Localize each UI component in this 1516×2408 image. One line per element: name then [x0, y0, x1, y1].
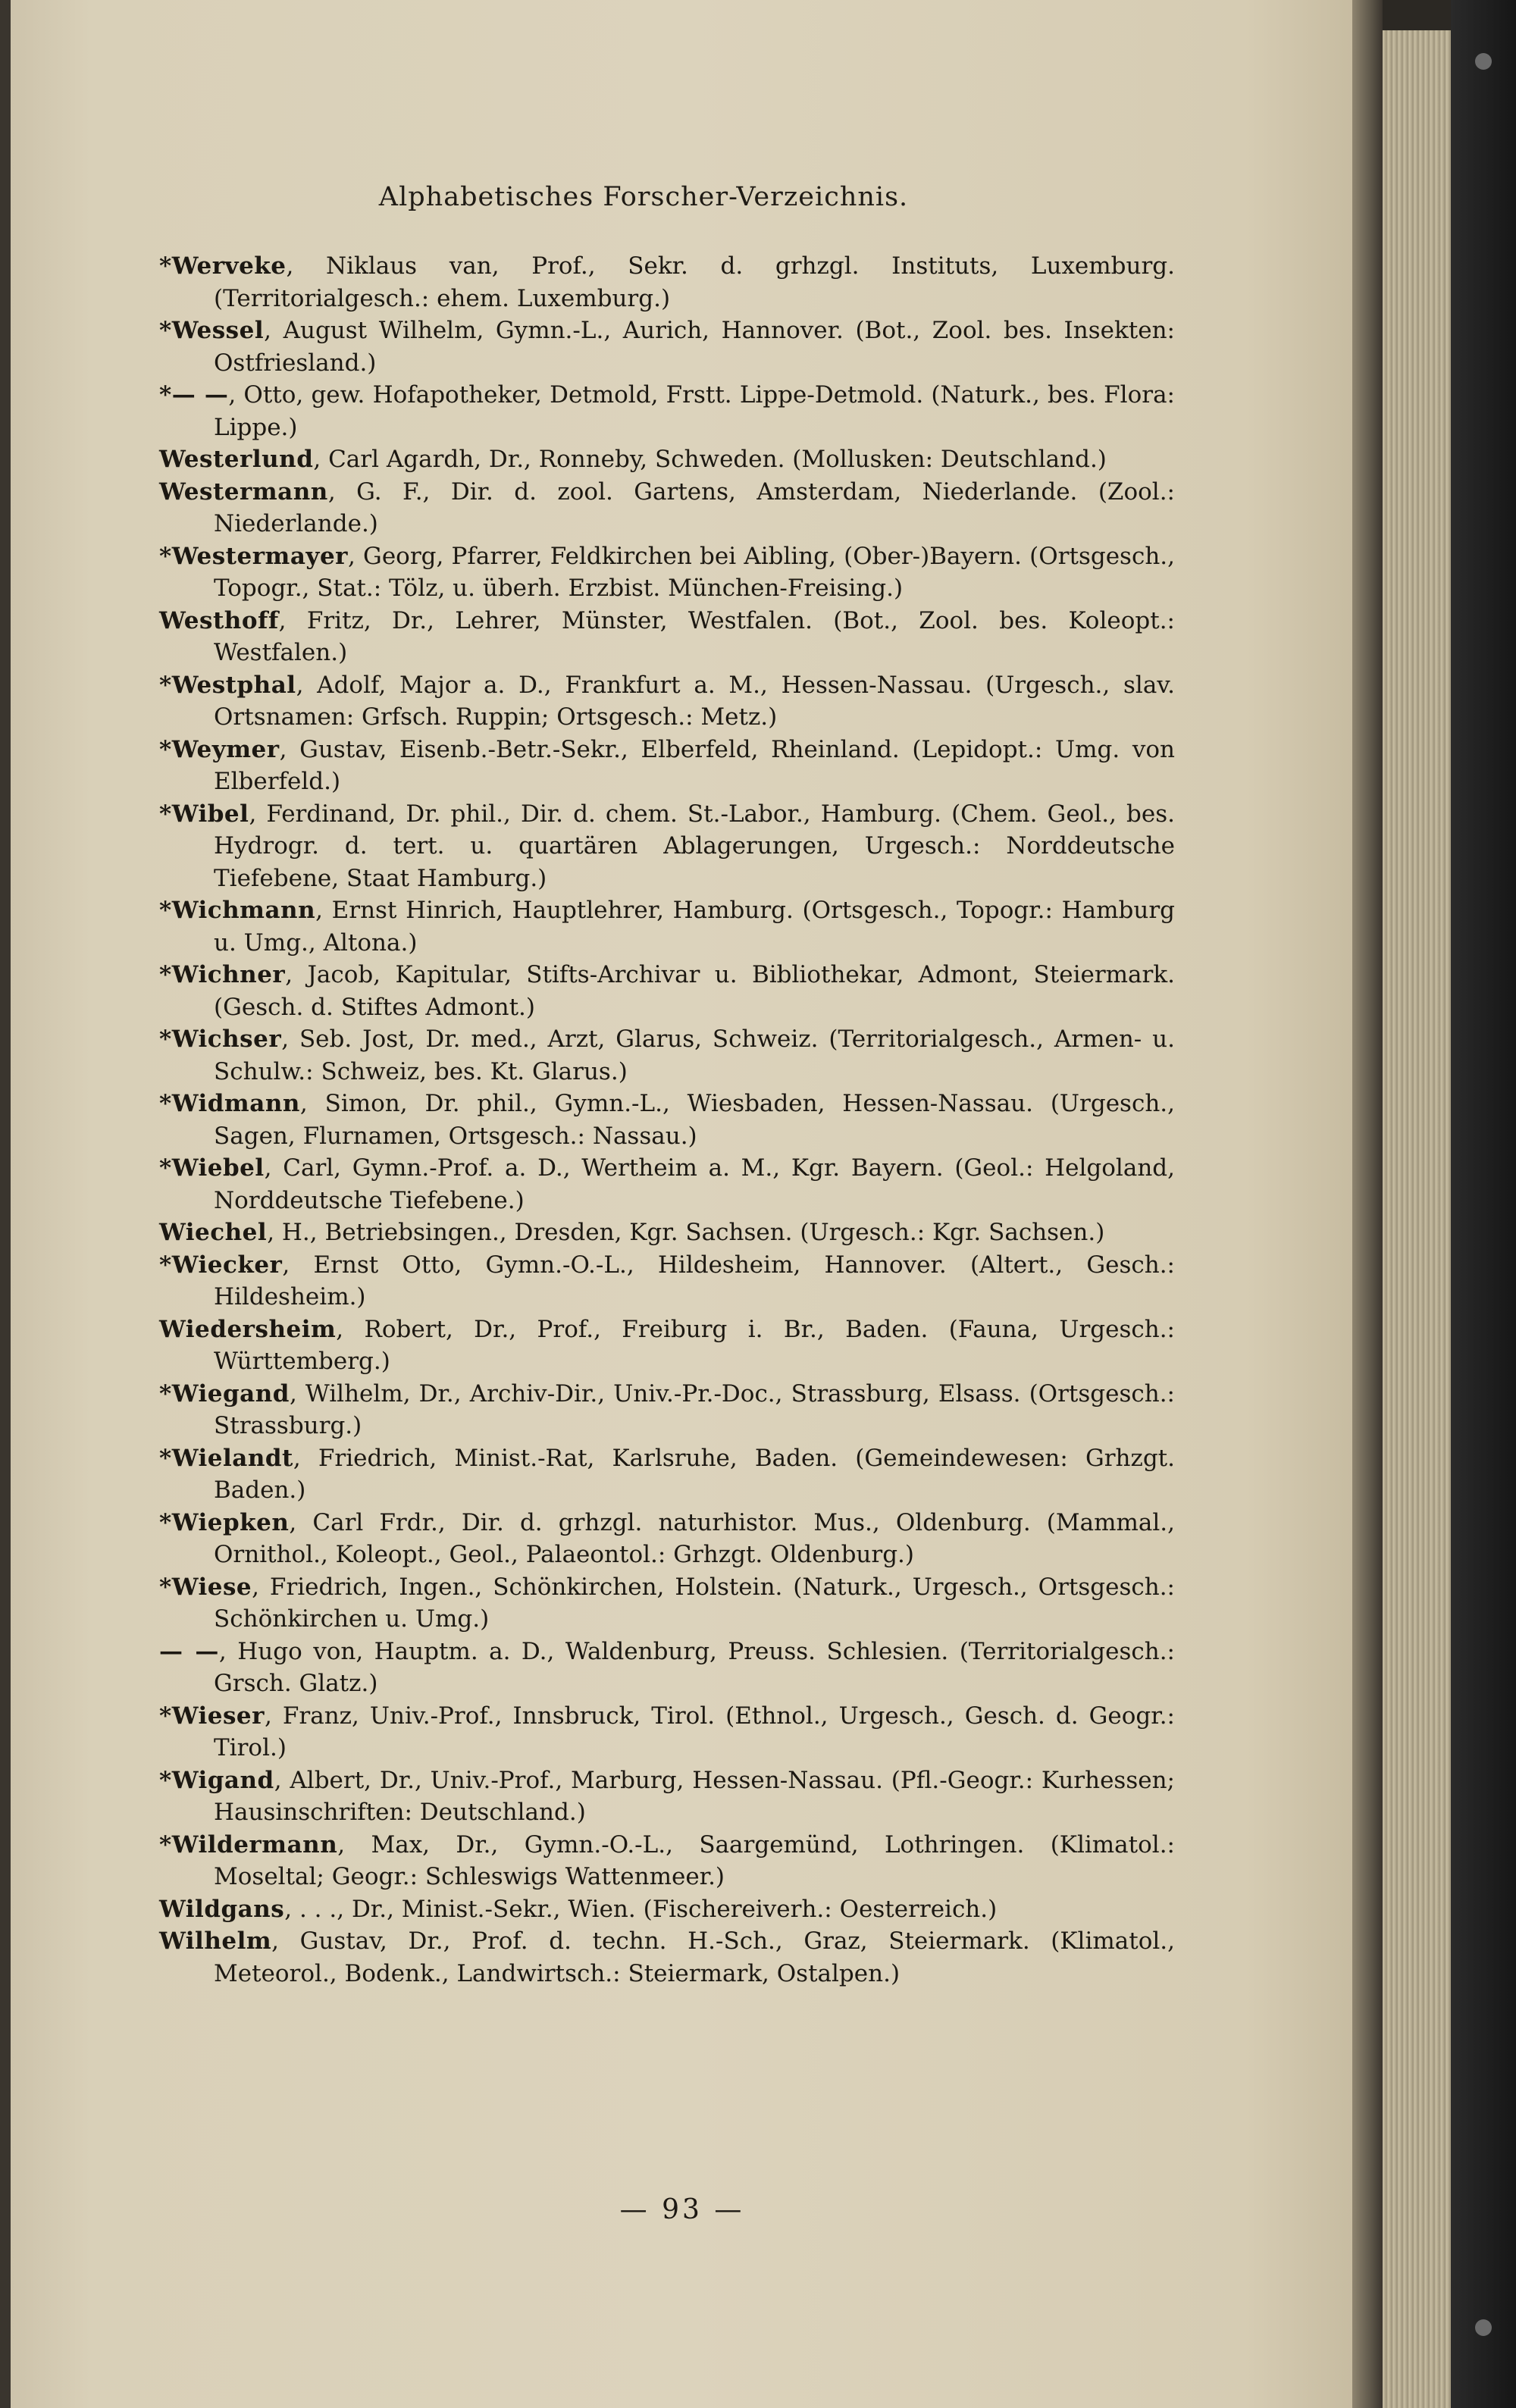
directory-entry [159, 1765, 1175, 1829]
entry-surname: *Westphal [159, 671, 296, 699]
entry-details: , Jacob, Kapitular, Stifts-Archivar u. Bibliothekar, Admont, Steiermark. (Gesch. d. Stiftes Admont.) [214, 961, 1175, 1021]
entry-surname: *Weymer [159, 735, 280, 763]
directory-entry [159, 1700, 1175, 1765]
cover-rivet-top [1475, 53, 1492, 70]
entry-details: , G. F., Dir. d. zool. Gartens, Amsterdam, Niederlande. (Zool.: Niederlande.) [214, 478, 1175, 537]
directory-entry [159, 1636, 1175, 1700]
cover-rivet-bottom [1475, 2319, 1492, 2336]
directory-entry [159, 1829, 1175, 1893]
entry-details: , Friedrich, Minist.-Rat, Karlsruhe, Baden. (Gemeindewesen: Grhzgt. Baden.) [214, 1444, 1175, 1504]
entry-surname: *Wiecker [159, 1251, 283, 1279]
directory-entry [159, 669, 1175, 734]
entry-details: , Seb. Jost, Dr. med., Arzt, Glarus, Schweiz. (Territorialgesch., Armen- u. Schulw.: Schweiz, bes. Kt. Glarus.) [214, 1026, 1175, 1085]
directory-entry [159, 734, 1175, 798]
entry-details: , Albert, Dr., Univ.-Prof., Marburg, Hessen-Nassau. (Pfl.-Geogr.: Kurhessen; Hausinschriften: Deutschland.) [214, 1766, 1175, 1826]
entry-surname: *Westermayer [159, 542, 349, 570]
entry-details: , Otto, gew. Hofapotheker, Detmold, Frstt. Lippe-Detmold. (Naturk., bes. Flora: Lippe.) [214, 381, 1175, 441]
directory-entry [159, 1507, 1175, 1571]
entry-surname: *Wielandt [159, 1444, 293, 1472]
entry-surname: *Wiegand [159, 1379, 290, 1408]
entry-surname: *Wieser [159, 1702, 265, 1730]
entry-details: , Ferdinand, Dr. phil., Dir. d. chem. St.-Labor., Hamburg. (Chem. Geol., bes. Hydrogr. d. tert. u. quartären Ablagerungen, Urgesch.: Norddeutsche Tiefebene, Staat Hamburg.) [214, 800, 1175, 892]
entry-details: , Gustav, Eisenb.-Betr.-Sekr., Elberfeld, Rheinland. (Lepidopt.: Umg. von Elberfeld.) [214, 735, 1175, 795]
entry-surname: Westerlund [159, 446, 314, 473]
entry-surname: Wilhelm [159, 1927, 272, 1955]
directory-entry [159, 1925, 1175, 1990]
entry-details: , Robert, Dr., Prof., Freiburg i. Br., Baden. (Fauna, Urgesch.: Württemberg.) [214, 1315, 1175, 1375]
directory-entry [159, 1088, 1175, 1152]
directory-entry [159, 250, 1175, 315]
entry-details: , August Wilhelm, Gymn.-L., Aurich, Hannover. (Bot., Zool. bes. Insekten: Ostfriesland.) [214, 317, 1175, 377]
directory-entry [159, 1023, 1175, 1088]
entry-surname: Westhoff [159, 606, 279, 634]
entry-details: , Niklaus van, Prof., Sekr. d. grhzgl. Instituts, Luxemburg. (Territorialgesch.: ehem. Luxemburg.) [214, 252, 1175, 312]
entry-details: , Wilhelm, Dr., Archiv-Dir., Univ.-Pr.-Doc., Strassburg, Elsass. (Ortsgesch.: Strassburg.) [214, 1379, 1175, 1439]
page-stack-edges [1383, 30, 1451, 2408]
entry-details: , Adolf, Major a. D., Frankfurt a. M., Hessen-Nassau. (Urgesch., slav. Ortsnamen: Grfsch. Ruppin; Ortsgesch.: Metz.) [214, 671, 1175, 731]
page-edge-shadow [1352, 0, 1383, 2408]
entry-surname: *Wichmann [159, 897, 316, 924]
directory-entry [159, 379, 1175, 443]
directory-entry [159, 1217, 1175, 1249]
entry-surname: *Wiepken [159, 1508, 290, 1536]
entry-details: , . . ., Dr., Minist.-Sekr., Wien. (Fischereiverh.: Oesterreich.) [284, 1895, 998, 1923]
entry-surname: *Wichser [159, 1026, 282, 1053]
entry-details: , Friedrich, Ingen., Schönkirchen, Holstein. (Naturk., Urgesch., Ortsgesch.: Schönkirchen u. Umg.) [214, 1573, 1175, 1633]
researcher-entry-list [159, 250, 1175, 1990]
directory-entry [159, 1378, 1175, 1442]
directory-entry [159, 315, 1175, 379]
entry-surname: *— — [159, 381, 229, 409]
entry-details: , Carl Frdr., Dir. d. grhzgl. naturhistor. Mus., Oldenburg. (Mammal., Ornithol., Koleopt., Geol., Palaeontol.: Grhzgt. Oldenburg.) [214, 1508, 1175, 1568]
directory-entry [159, 1893, 1175, 1926]
directory-entry [159, 540, 1175, 605]
directory-entry [159, 1442, 1175, 1507]
entry-details: , Fritz, Dr., Lehrer, Münster, Westfalen. (Bot., Zool. bes. Koleopt.: Westfalen.) [214, 606, 1175, 666]
entry-surname: *Werveke [159, 252, 287, 280]
scan-left-edge [0, 0, 11, 2408]
entry-surname: *Wessel [159, 317, 265, 344]
entry-surname: Wiechel [159, 1219, 268, 1246]
entry-details: , Carl, Gymn.-Prof. a. D., Wertheim a. M., Kgr. Bayern. (Geol.: Helgoland, Norddeutsche Tiefebene.) [214, 1154, 1175, 1214]
entry-details: , H., Betriebsingen., Dresden, Kgr. Sachsen. (Urgesch.: Kgr. Sachsen.) [267, 1219, 1105, 1246]
entry-details: , Hugo von, Hauptm. a. D., Waldenburg, Preuss. Schlesien. (Territorialgesch.: Grsch. Glatz.) [214, 1637, 1175, 1697]
directory-entry [159, 959, 1175, 1023]
entry-surname: Westermann [159, 478, 328, 506]
directory-entry [159, 605, 1175, 669]
entry-surname: — — [159, 1637, 219, 1665]
entry-surname: *Wigand [159, 1766, 274, 1794]
entry-details: , Ernst Otto, Gymn.-O.-L., Hildesheim, Hannover. (Altert., Gesch.: Hildesheim.) [214, 1251, 1175, 1310]
entry-surname: *Widmann [159, 1090, 300, 1117]
directory-entry [159, 476, 1175, 540]
entry-details: , Max, Dr., Gymn.-O.-L., Saargemünd, Lothringen. (Klimatol.: Moseltal; Geogr.: Schleswigs Wattenmeer.) [214, 1830, 1175, 1890]
entry-details: , Simon, Dr. phil., Gymn.-L., Wiesbaden, Hessen-Nassau. (Urgesch., Sagen, Flurnamen, Ortsgesch.: Nassau.) [214, 1090, 1175, 1150]
entry-surname: Wildgans [159, 1895, 285, 1923]
entry-surname: Wiedersheim [159, 1315, 337, 1343]
entry-surname: *Wiebel [159, 1154, 265, 1182]
entry-details: , Ernst Hinrich, Hauptlehrer, Hamburg. (Ortsgesch., Topogr.: Hamburg u. Umg., Altona.) [214, 897, 1175, 957]
directory-entry [159, 798, 1175, 895]
entry-surname: *Wildermann [159, 1830, 338, 1858]
entry-details: , Gustav, Dr., Prof. d. techn. H.-Sch., Graz, Steiermark. (Klimatol., Meteorol., Bodenk., Landwirtsch.: Steiermark, Ostalpen.) [214, 1927, 1175, 1987]
entry-surname: *Wibel [159, 800, 249, 828]
entry-details: , Franz, Univ.-Prof., Innsbruck, Tirol. (Ethnol., Urgesch., Gesch. d. Geogr.: Tirol.) [214, 1702, 1175, 1761]
directory-entry [159, 443, 1175, 476]
directory-entry [159, 1249, 1175, 1314]
entry-surname: *Wichner [159, 961, 286, 988]
running-header: Alphabetisches Forscher-Verzeichnis. [378, 182, 909, 212]
directory-entry [159, 1571, 1175, 1636]
directory-entry [159, 1152, 1175, 1217]
entry-surname: *Wiese [159, 1573, 252, 1601]
entry-details: , Georg, Pfarrer, Feldkirchen bei Aibling, (Ober-)Bayern. (Ortsgesch., Topogr., Stat.: Tölz, u. überh. Erzbist. München-Freising.) [214, 542, 1175, 602]
book-cover-edge [1451, 0, 1516, 2408]
entry-details: , Carl Agardh, Dr., Ronneby, Schweden. (Mollusken: Deutschland.) [313, 446, 1107, 473]
directory-entry [159, 894, 1175, 959]
page-number: — 93 — [619, 2194, 745, 2225]
directory-entry [159, 1314, 1175, 1378]
